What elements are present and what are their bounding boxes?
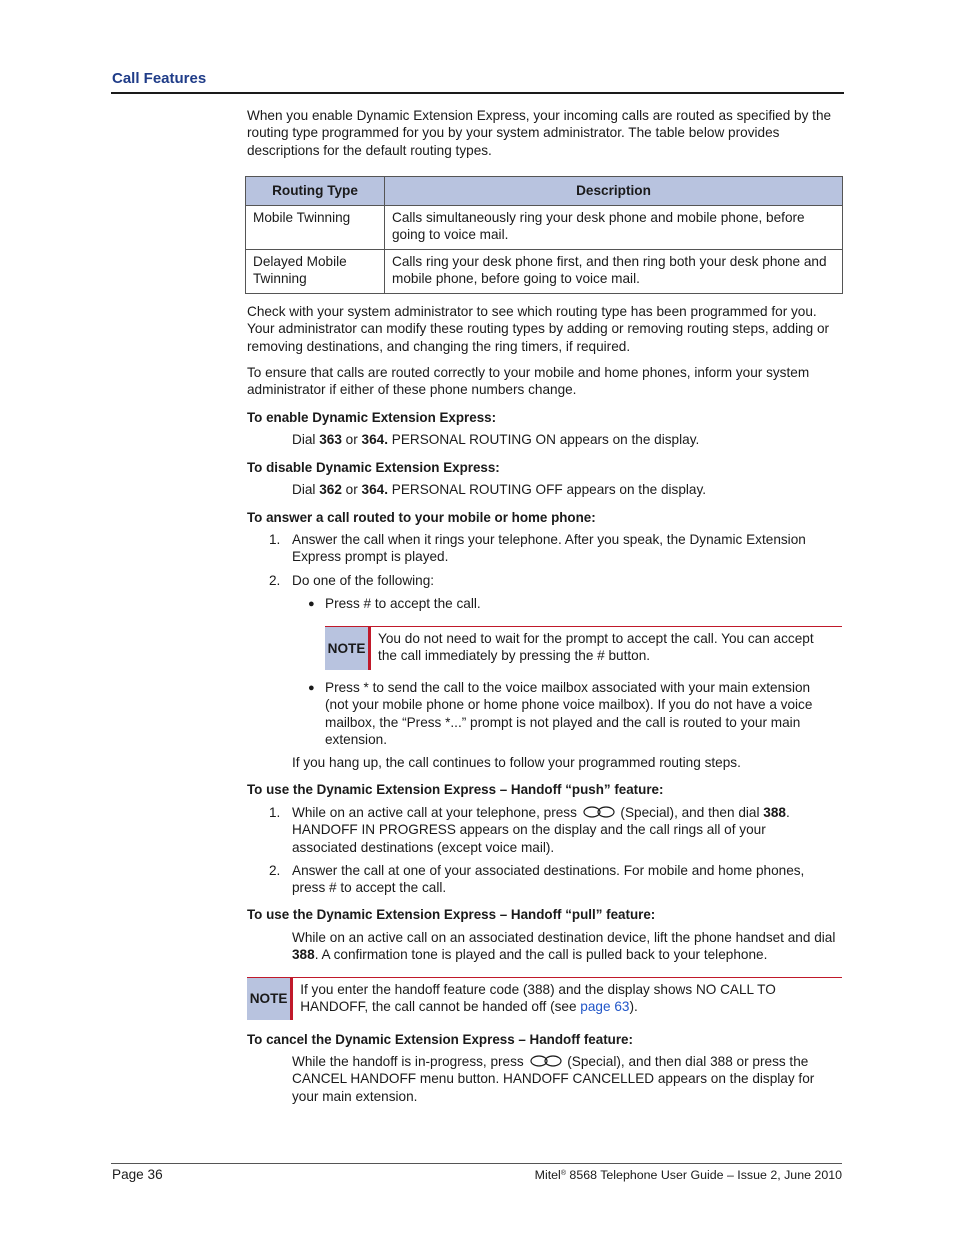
bullet-icon: ●: [308, 682, 315, 694]
pull-instruction: While on an active call on an associated destination device, lift the phone handset and dial 388. A confirmation tone is played and the call is pulled back to your telephone.: [292, 930, 836, 963]
table-cell: Mobile Twinning: [246, 206, 385, 250]
step-number: 1.: [269, 532, 281, 547]
answer-step-1: Answer the call when it rings your telephone. After you speak, the Dynamic Extension Express prompt is played.: [292, 532, 806, 565]
hangup-note: If you hang up, the call continues to follow your programmed routing steps.: [292, 755, 741, 770]
note-box: [325, 626, 842, 670]
routing-types-table: [245, 176, 843, 294]
answer-bullet-1: Press # to accept the call.: [325, 596, 481, 611]
push-step-1: While on an active call at your telephone, press (Special), and then dial 388. HANDOFF IN PROGRESS appears on the display and the call rings all of your associated destinations (except voice mail).: [292, 805, 790, 855]
page-number: Page 36: [112, 1167, 163, 1182]
note-text: You do not need to wait for the prompt to accept the call. You can accept the call immediately by pressing the # button.: [378, 631, 814, 664]
note-label: NOTE: [325, 627, 371, 670]
table-header-row: [246, 177, 843, 206]
note-box: [247, 977, 842, 1020]
note-label: NOTE: [247, 978, 293, 1020]
footer-divider: [111, 1163, 842, 1164]
pull-heading: To use the Dynamic Extension Express – Handoff “pull” feature:: [247, 907, 656, 922]
step-number: 2.: [269, 573, 281, 588]
special-key-icon: [583, 806, 615, 818]
step-number: 1.: [269, 805, 281, 820]
note-text: If you enter the handoff feature code (388) and the display shows NO CALL TO HANDOFF, the call cannot be handed off (see page 63).: [300, 982, 776, 1015]
disable-heading: To disable Dynamic Extension Express:: [247, 460, 500, 475]
document-title: Mitel® 8568 Telephone User Guide – Issue 2, June 2010: [534, 1168, 842, 1182]
bullet-icon: ●: [308, 598, 315, 610]
table-cell: Calls simultaneously ring your desk phone and mobile phone, before going to voice mail.: [385, 206, 843, 250]
header-divider: [111, 92, 844, 94]
push-heading: To use the Dynamic Extension Express – Handoff “push” feature:: [247, 782, 664, 797]
enable-instruction: Dial 363 or 364. PERSONAL ROUTING ON appears on the display.: [292, 432, 700, 447]
routing-check-paragraph: Check with your system administrator to see which routing type has been programmed for you. Your administrator can modify these routing types by adding or removing routing steps, adding or removing destinations, and changing the ring timers, if required.: [247, 304, 830, 354]
disable-instruction: Dial 362 or 364. PERSONAL ROUTING OFF appears on the display.: [292, 482, 707, 497]
answer-heading: To answer a call routed to your mobile or home phone:: [247, 510, 596, 525]
enable-heading: To enable Dynamic Extension Express:: [247, 410, 497, 425]
column-header: Routing Type: [246, 177, 385, 206]
page-link[interactable]: page 63: [580, 999, 630, 1015]
step-number: 2.: [269, 863, 281, 878]
table-row: [246, 250, 843, 294]
column-header: Description: [385, 177, 843, 206]
table-cell: Delayed Mobile Twinning: [246, 250, 385, 294]
answer-bullet-2: Press * to send the call to the voice mailbox associated with your main extension (not your mobile phone or home phone voice mailbox). If you do not have a voice mailbox, the “Press *...” prompt is not played and the call is routed to your main extension.: [325, 680, 813, 748]
section-title: Call Features: [112, 70, 207, 87]
table-row: [246, 206, 843, 250]
cancel-heading: To cancel the Dynamic Extension Express – Handoff feature:: [247, 1032, 633, 1047]
intro-paragraph: When you enable Dynamic Extension Express, your incoming calls are routed as specified by the routing type programmed for you by your system administrator. The table below provides descriptions for the default routing types.: [247, 108, 832, 158]
table-cell: Calls ring your desk phone first, and then ring both your desk phone and mobile phone, before going to voice mail.: [385, 250, 843, 294]
push-step-2: Answer the call at one of your associated destinations. For mobile and home phones, press # to accept the call.: [292, 863, 805, 896]
answer-step-2: Do one of the following:: [292, 573, 435, 588]
ensure-routing-paragraph: To ensure that calls are routed correctly to your mobile and home phones, inform your system administrator if either of these phone numbers change.: [247, 365, 810, 398]
cancel-instruction: While the handoff is in-progress, press (Special), and then dial 388 or press the CANCEL HANDOFF menu button. HANDOFF CANCELLED appears on the display for your main extension.: [292, 1054, 815, 1104]
special-key-icon: [530, 1055, 562, 1067]
